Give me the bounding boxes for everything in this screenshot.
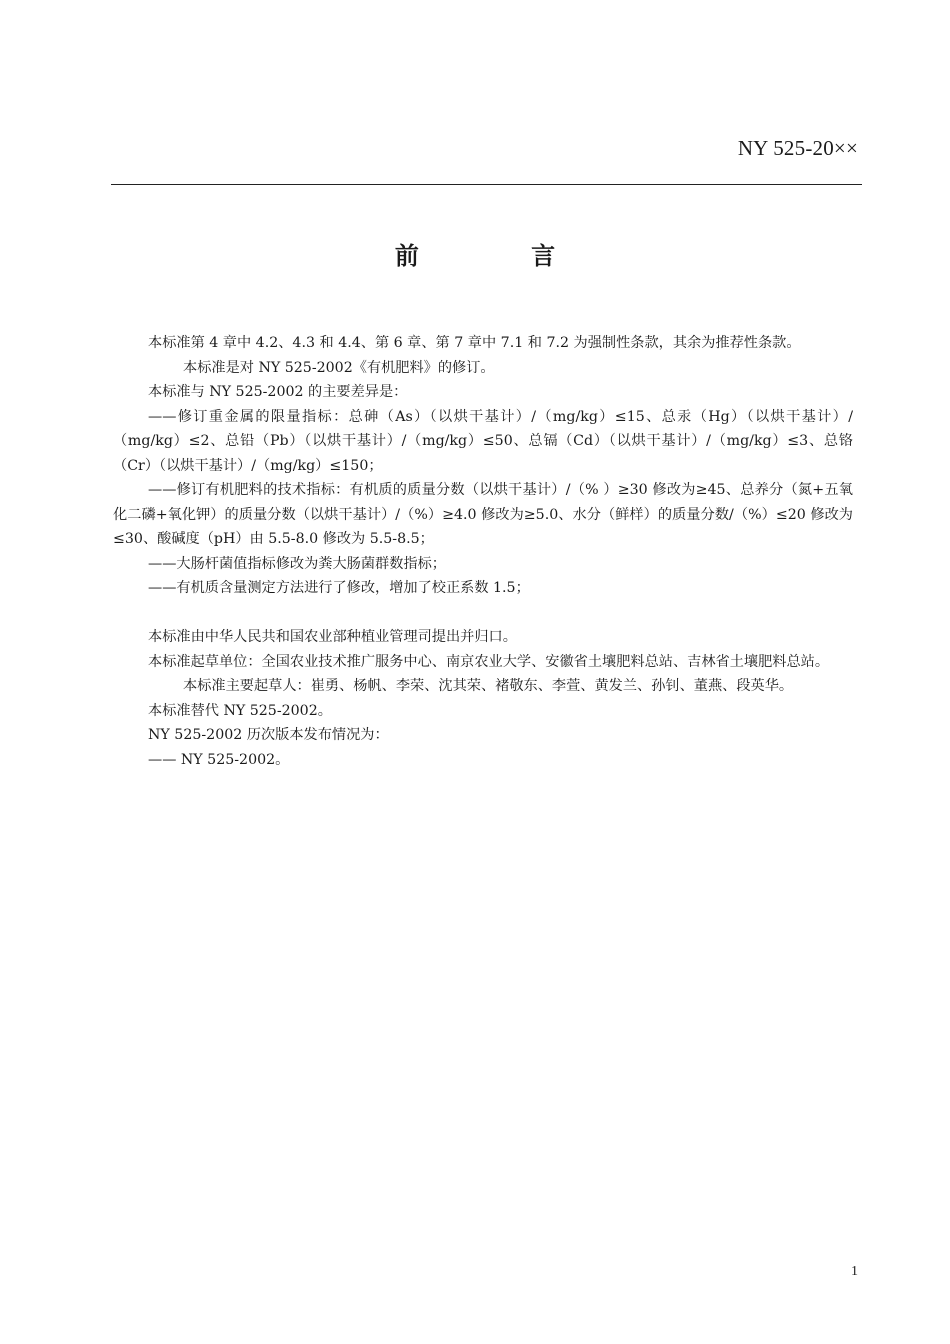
paragraph-version-history: NY 525-2002 历次版本发布情况为： xyxy=(148,727,389,743)
list-item-coliform: ——大肠杆菌值指标修改为粪大肠菌群数指标； xyxy=(148,555,446,572)
paragraph-drafting-units: 本标准起草单位：全国农业技术推广服务中心、南京农业大学、安徽省土壤肥料总站、吉林省土壤肥料总站。 xyxy=(148,653,830,670)
list-item-organic-matter-method: ——有机质含量测定方法进行了修改，增加了校正系数 1.5； xyxy=(148,580,530,596)
standard-code: NY 525-20×× xyxy=(737,136,858,160)
paragraph-replaces: 本标准替代 NY 525-2002。 xyxy=(148,702,332,719)
list-item-previous-version: —— NY 525-2002。 xyxy=(148,751,290,768)
page-number: 1 xyxy=(851,1264,858,1279)
list-item-technical-indicators: ——修订有机肥料的技术指标：有机质的质量分数（以烘干基计）/（% ）≥30 修改为≥45、总养分（氮+五氧化二磷+氧化钾）的质量分数（以烘干基计）/（%）≥4.0 修改为≥5.0、水分（鲜样）的质量分数/（%）≤20 修改为≤30、酸碱度（pH）由 5.5-8.0 修改为 5.5-8.5； xyxy=(113,482,853,547)
paragraph-mandatory-clauses: 本标准第 4 章中 4.2、4.3 和 4.4、第 6 章、第 7 章中 7.1 和 7.2 为强制性条款，其余为推荐性条款。 xyxy=(148,335,801,351)
document-body xyxy=(113,331,853,772)
paragraph-drafters: 本标准主要起草人：崔勇、杨帆、李荣、沈其荣、褚敬东、李萱、黄发兰、孙钊、董燕、段英华。 xyxy=(183,678,794,694)
list-item-heavy-metals: ——修订重金属的限量指标：总砷（As）（以烘干基计）/（mg/kg）≤15、总汞（Hg）（以烘干基计）/（mg/kg）≤2、总铅（Pb）（以烘干基计）/（mg/kg）≤50、总镉（Cd）（以烘干基计）/（mg/kg）≤3、总铬（Cr）（以烘干基计）/（mg/kg）≤150； xyxy=(113,408,853,474)
paragraph-proposer: 本标准由中华人民共和国农业部种植业管理司提出并归口。 xyxy=(148,629,517,645)
paragraph-gap xyxy=(113,601,853,626)
page-title: 前 言 xyxy=(394,242,608,270)
header-divider xyxy=(111,184,862,185)
paragraph-revision-of: 本标准是对 NY 525-2002《有机肥料》的修订。 xyxy=(183,359,495,376)
paragraph-main-differences: 本标准与 NY 525-2002 的主要差异是： xyxy=(148,384,408,400)
